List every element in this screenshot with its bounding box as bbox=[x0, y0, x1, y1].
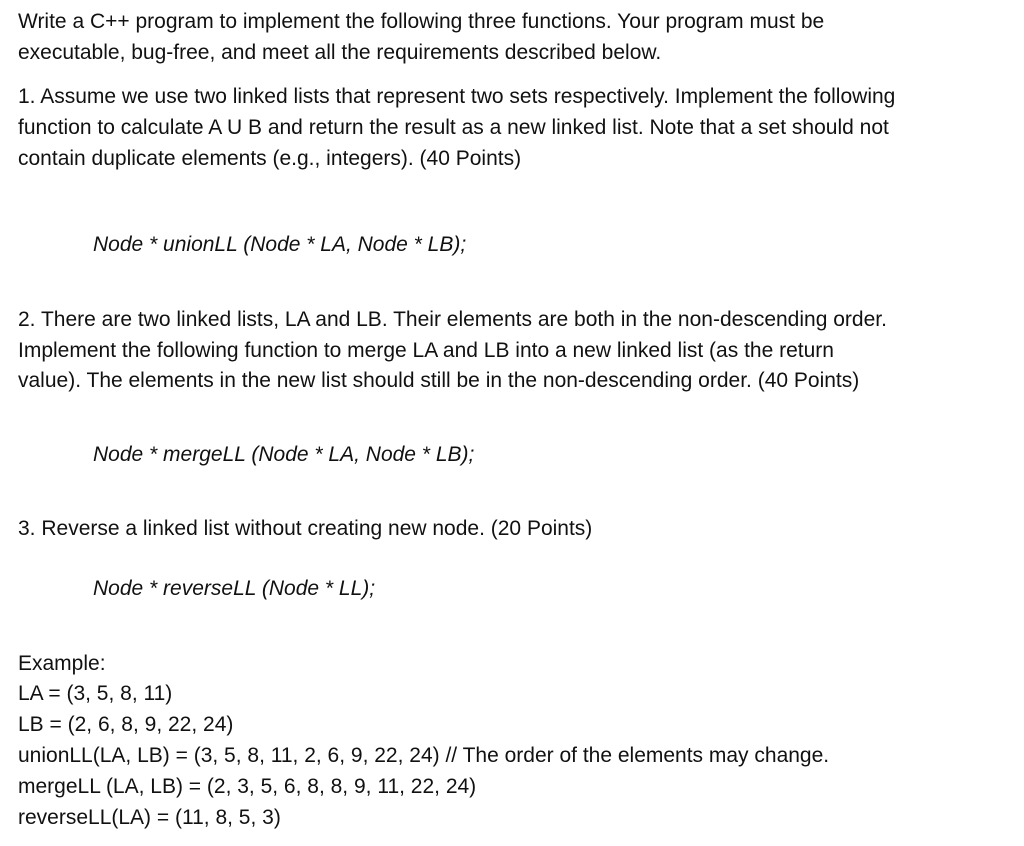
question-2-line-2: Implement the following function to merge LA and LB into a new linked list (as the return bbox=[18, 339, 834, 362]
intro-line-1: Write a C++ program to implement the following three functions. Your program must be bbox=[18, 10, 825, 33]
question-1-line-2: function to calculate A U B and return the result as a new linked list. Note that a set should not bbox=[18, 116, 889, 139]
reverse-function-signature: Node * reverseLL (Node * LL); bbox=[93, 577, 376, 600]
question-2-line-3: value). The elements in the new list should still be in the non-descending order. (40 Points) bbox=[18, 369, 860, 392]
merge-function-signature: Node * mergeLL (Node * LA, Node * LB); bbox=[93, 443, 475, 466]
example-merge-result: mergeLL (LA, LB) = (2, 3, 5, 6, 8, 8, 9, 11, 22, 24) bbox=[18, 775, 477, 798]
question-3-line-1: 3. Reverse a linked list without creating new node. (20 Points) bbox=[18, 517, 593, 540]
example-reverse-result: reverseLL(LA) = (11, 8, 5, 3) bbox=[18, 806, 281, 829]
example-lb: LB = (2, 6, 8, 9, 22, 24) bbox=[18, 713, 234, 736]
question-1-line-1: 1. Assume we use two linked lists that represent two sets respectively. Implement the following bbox=[18, 85, 896, 108]
example-la: LA = (3, 5, 8, 11) bbox=[18, 682, 173, 705]
example-heading: Example: bbox=[18, 652, 106, 675]
question-2-line-1: 2. There are two linked lists, LA and LB. Their elements are both in the non-descending order. bbox=[18, 308, 887, 331]
union-function-signature: Node * unionLL (Node * LA, Node * LB); bbox=[93, 233, 467, 256]
question-1-line-3: contain duplicate elements (e.g., integers). (40 Points) bbox=[18, 147, 522, 170]
example-union-result: unionLL(LA, LB) = (3, 5, 8, 11, 2, 6, 9, 22, 24) // The order of the elements may change. bbox=[18, 744, 830, 767]
intro-line-2: executable, bug-free, and meet all the requirements described below. bbox=[18, 41, 662, 64]
